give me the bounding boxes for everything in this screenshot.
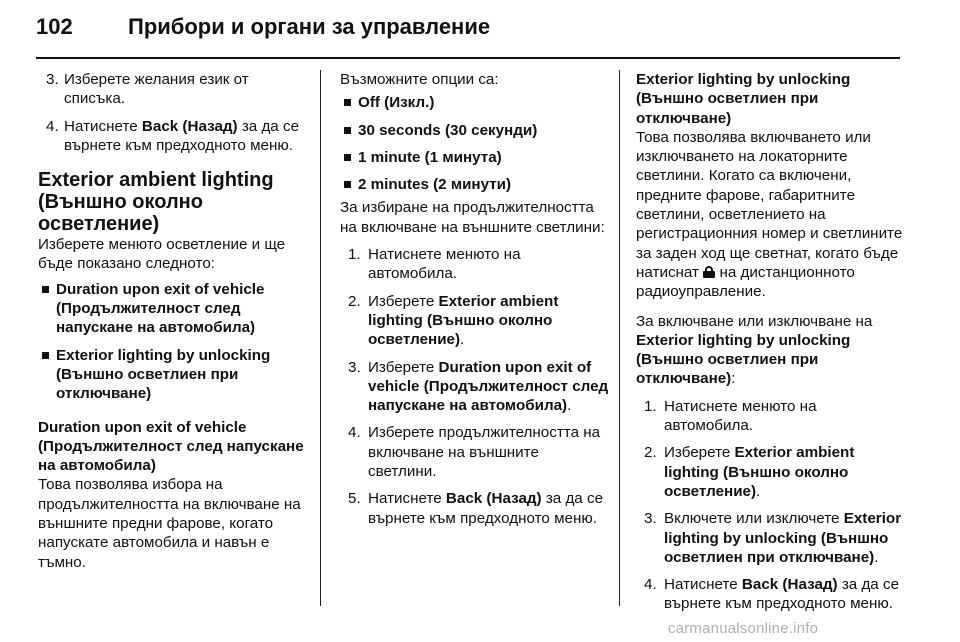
option-text: 2 minutes (2 минути)	[358, 176, 512, 194]
step-text-bold: Exterior lighting by unlocking (Външно осветлиен при отключване)	[664, 510, 902, 566]
bullet-text: Exterior lighting by unlocking (Външно осветлиен при отключване)	[56, 346, 271, 403]
list-item	[340, 175, 610, 194]
list-item	[636, 397, 906, 436]
step-text-bold: Back (Назад)	[741, 576, 838, 594]
step-text: Изберете	[664, 444, 735, 462]
body-text-part: на дистанционното радиоуправление.	[636, 263, 855, 301]
bullet-square-icon	[344, 154, 351, 161]
step-text: .	[567, 397, 572, 415]
bullet-text: Duration upon exit of vehicle (Продължителност след напускане на автомобила)	[56, 280, 265, 337]
column-divider	[320, 70, 321, 606]
section-heading-line: (Външно околно осветление)	[38, 191, 203, 236]
step-text: Изберете желания език от списъка.	[64, 71, 249, 108]
column-1	[38, 70, 308, 572]
step-text: .	[460, 331, 465, 349]
step-number: 1.	[644, 397, 657, 415]
step-number: 2.	[644, 444, 657, 462]
bullet-square-icon	[42, 352, 49, 359]
bullet-square-icon	[42, 286, 49, 293]
step-text: .	[756, 482, 761, 500]
option-text: Off (Изкл.)	[358, 94, 435, 112]
intro-text: Възможните опции са:	[340, 71, 499, 88]
page-number: 102	[36, 14, 73, 39]
list-item	[38, 70, 308, 109]
intro-text: Изберете менюто осветление и ще бъде показано следното:	[38, 236, 286, 273]
list-item	[340, 148, 610, 167]
step-number: 4.	[644, 576, 657, 594]
step-number: 4.	[46, 117, 59, 135]
step-text-bold: Exterior ambient lighting (Външно околно осветление)	[368, 292, 559, 349]
header-rule	[36, 57, 900, 59]
step-text: Изберете	[368, 358, 439, 376]
page-title: Прибори и органи за управление	[128, 14, 491, 39]
language-steps	[38, 70, 308, 155]
sub-heading: Duration upon exit of vehicle (Продължителност след напускане на автомобила)	[38, 418, 304, 475]
watermark: carmanualsonline.info	[668, 620, 819, 637]
option-text: 30 seconds (30 секунди)	[358, 121, 538, 139]
body-text-bold: Exterior lighting by unlocking (Външно осветлиен при отключване)	[636, 331, 851, 388]
step-text: Натиснете	[664, 576, 742, 594]
list-item	[340, 358, 610, 416]
list-item	[636, 443, 906, 501]
list-item	[636, 509, 906, 567]
list-item	[340, 292, 610, 350]
column-2	[340, 70, 610, 536]
body-text-part: За включване или изключване на	[636, 312, 873, 330]
option-text: 1 minute (1 минута)	[358, 148, 502, 166]
body-text-part: :	[731, 370, 736, 388]
step-text-bold: Back (Назад)	[445, 490, 542, 508]
step-number: 3.	[348, 358, 361, 376]
list-item	[340, 489, 610, 528]
section-heading	[38, 169, 308, 235]
step-text: Натиснете менюто на автомобила.	[368, 246, 521, 283]
step-text: Натиснете	[64, 117, 142, 135]
menu-bullets	[38, 280, 308, 404]
step-text: Натиснете	[368, 490, 446, 508]
step-text-bold: Exterior ambient lighting (Външно околно осветление)	[664, 444, 855, 500]
list-item	[340, 121, 610, 140]
step-text: Изберете	[368, 292, 439, 310]
step-text: .	[874, 548, 879, 566]
list-item	[340, 423, 610, 481]
list-item	[636, 575, 906, 614]
step-text: Включете или изключете	[664, 510, 844, 528]
bullet-square-icon	[344, 181, 351, 188]
step-number: 3.	[644, 510, 657, 528]
column-3	[636, 70, 906, 622]
step-number: 4.	[348, 424, 361, 442]
section-heading-line: Exterior ambient lighting	[38, 169, 274, 192]
body-text: За избиране на продължителността на включване на външните светлини:	[340, 199, 605, 236]
step-text: за да се върнете към предходното меню.	[368, 490, 604, 527]
body-text-part: Това позволява включването или изключването на локаторните светлини. Когато са включени, предните фарове, габаритните светлини, осветлението на регистрационния номер и светлините за заден ход ще светнат, когато бъде натиснат	[636, 128, 903, 281]
sub-heading: Exterior lighting by unlocking (Външно осветлиен при отключване)	[636, 71, 851, 127]
step-text: Изберете продължителността на включване на външните светлини.	[368, 424, 601, 481]
lock-icon	[703, 266, 715, 278]
body-text	[636, 128, 906, 302]
list-item	[38, 346, 308, 404]
list-item	[340, 245, 610, 284]
toggle-steps	[636, 397, 906, 614]
duration-options	[340, 93, 610, 194]
step-text: за да се върнете към предходното меню.	[64, 117, 300, 154]
page-header	[36, 14, 916, 46]
step-number: 2.	[348, 292, 361, 310]
step-number: 3.	[46, 71, 59, 88]
list-item	[38, 280, 308, 338]
list-item	[38, 117, 308, 156]
bullet-square-icon	[344, 99, 351, 106]
body-text: Това позволява избора на продължителността на включване на външните предни фарове, когато напускате автомобила и навън е тъмно.	[38, 476, 301, 571]
duration-steps	[340, 245, 610, 528]
step-text-bold: Back (Назад)	[141, 117, 238, 135]
column-divider	[619, 70, 620, 606]
step-text: за да се върнете към предходното меню.	[664, 576, 900, 613]
step-text: Натиснете менюто на автомобила.	[664, 397, 817, 435]
bullet-square-icon	[344, 127, 351, 134]
toggle-intro	[636, 312, 906, 389]
list-item	[340, 93, 610, 112]
step-number: 1.	[348, 246, 361, 264]
step-text-bold: Duration upon exit of vehicle (Продължителност след напускане на автомобила)	[368, 358, 609, 415]
step-number: 5.	[348, 490, 361, 508]
